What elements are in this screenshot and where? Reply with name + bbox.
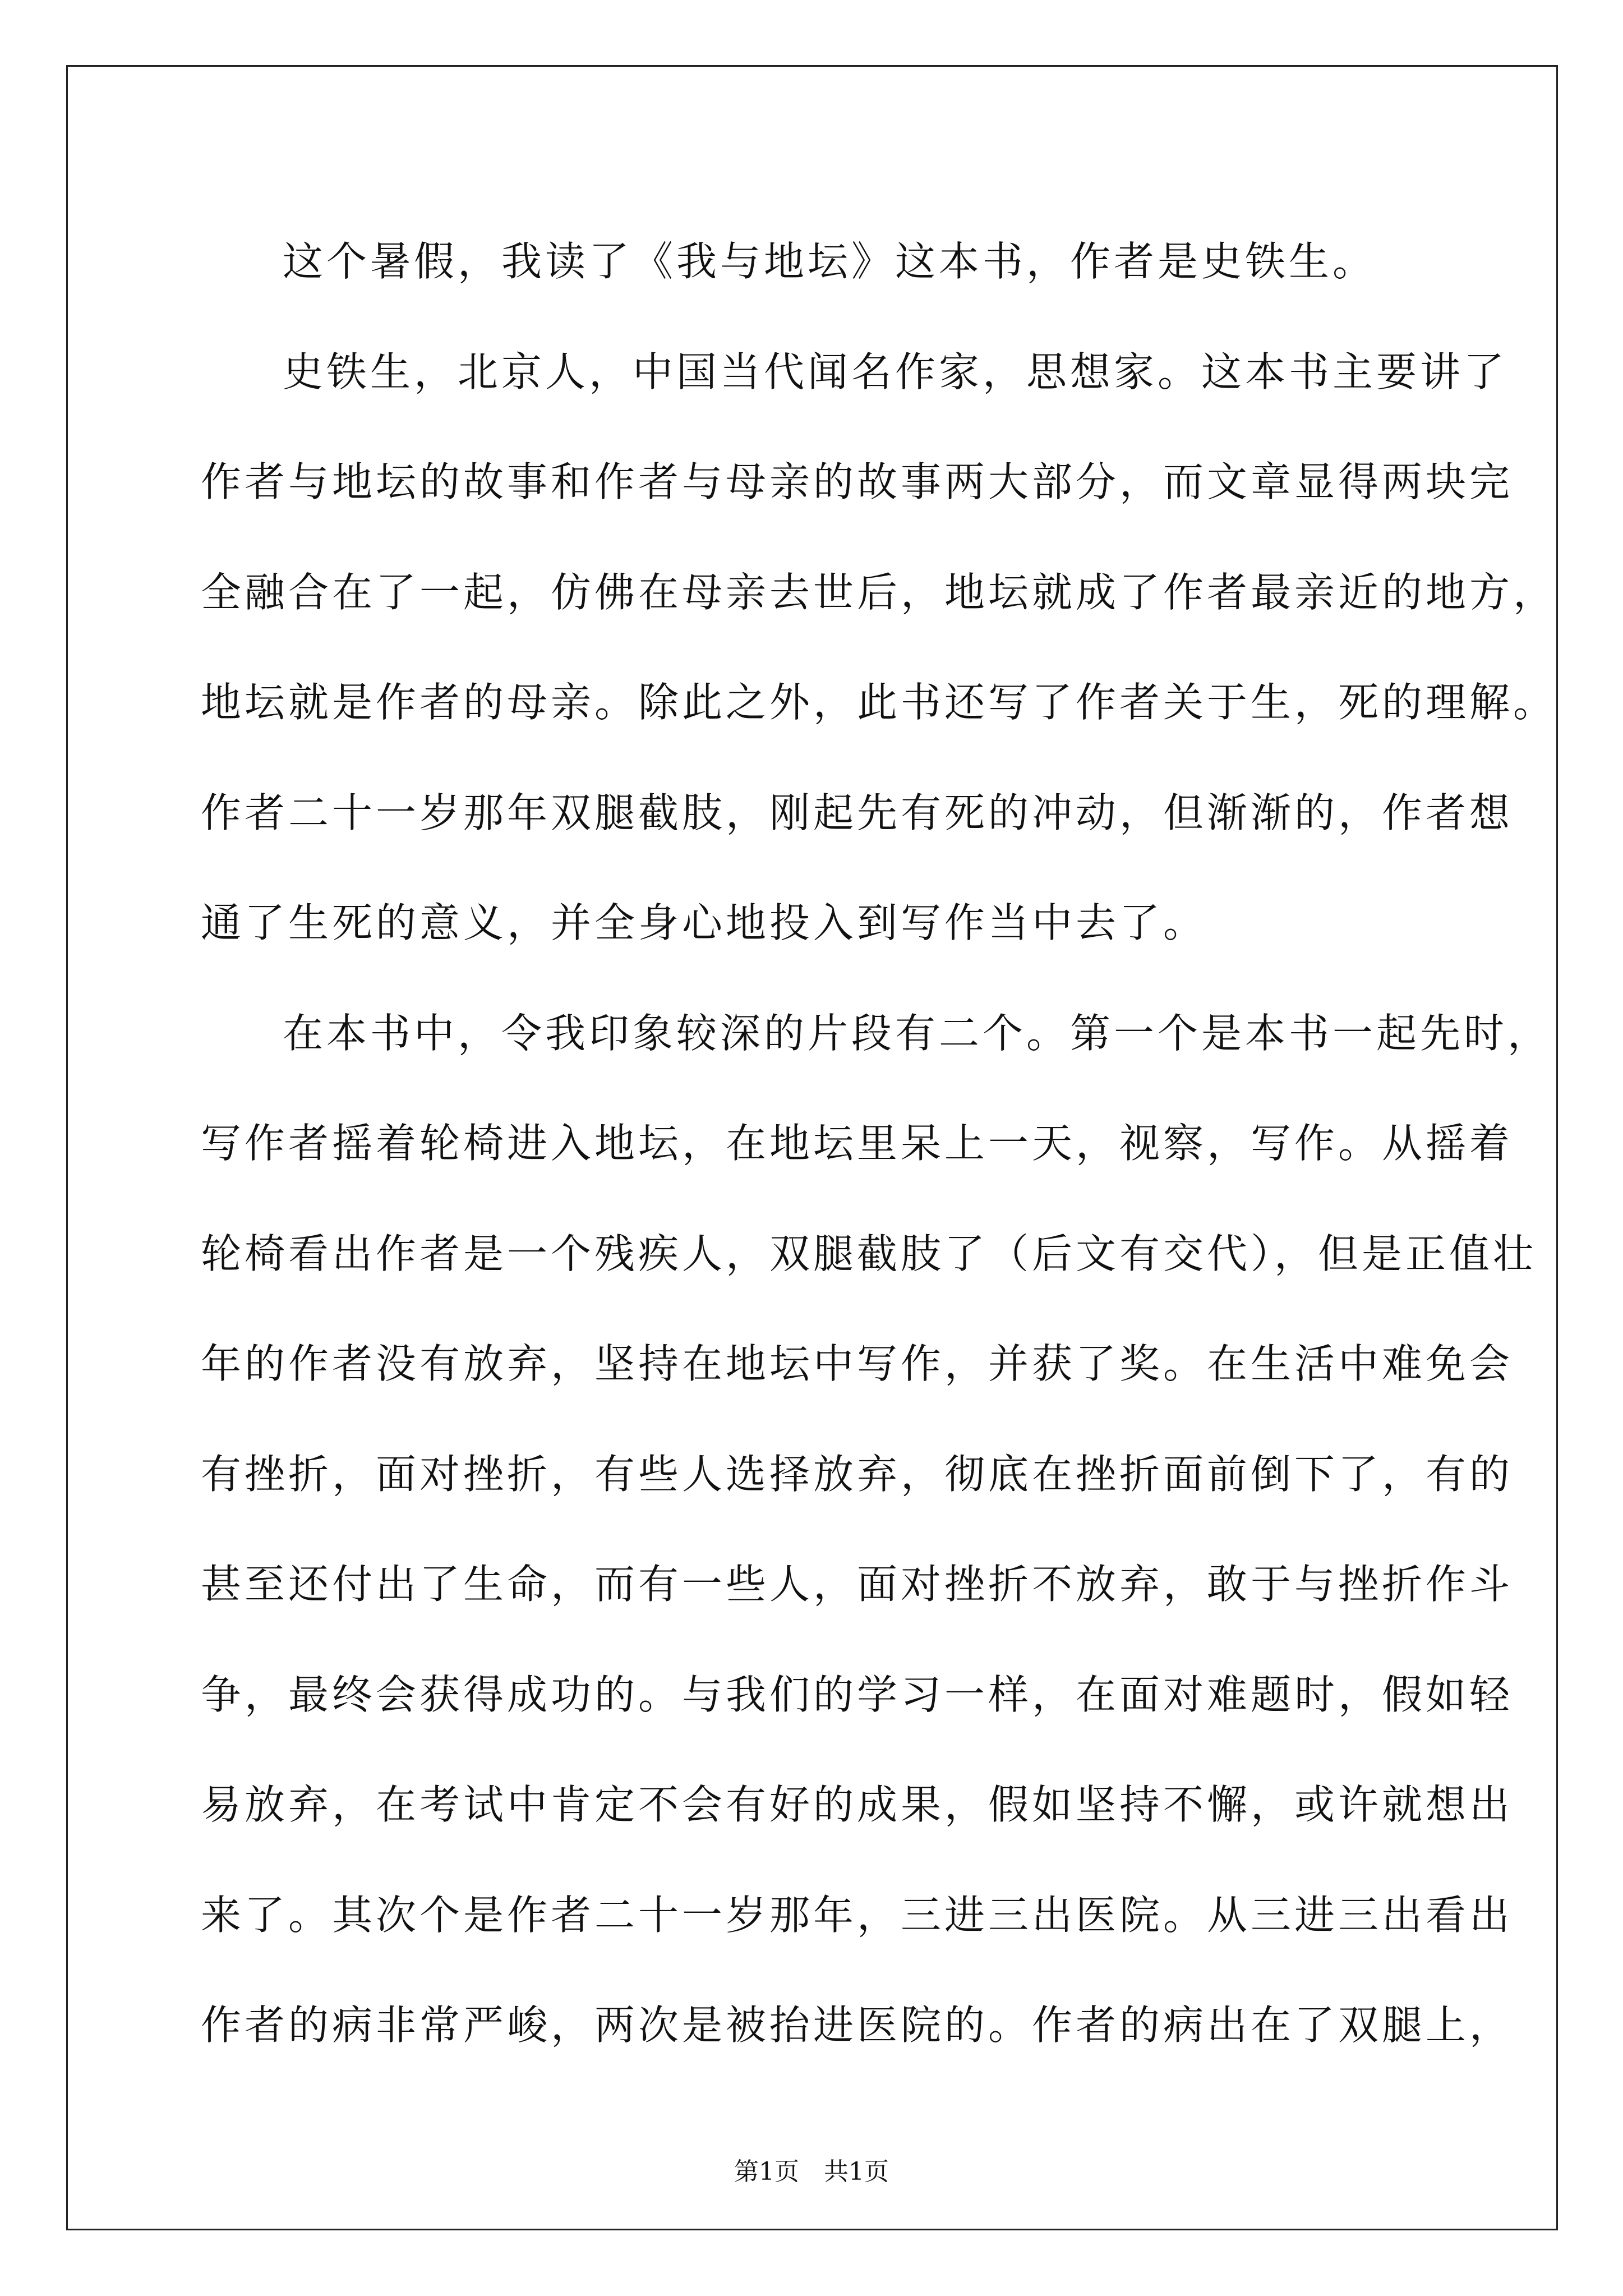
- page-footer: 第1页 共1页: [734, 2157, 889, 2186]
- text-line: 写作者摇着轮椅进入地坛，在地坛里呆上一天，视察，写作。从摇着: [201, 1120, 1514, 1167]
- text-line: 地坛就是作者的母亲。除此之外，此书还写了作者关于生，死的理解。: [201, 679, 1557, 726]
- text-line: 甚至还付出了生命，而有一些人，面对挫折不放弃，敢于与挫折作斗: [201, 1561, 1514, 1608]
- text-line: 在本书中，令我印象较深的片段有二个。第一个是本书一起先时，: [283, 1009, 1552, 1057]
- document-body: [201, 206, 1557, 2081]
- text-line: 易放弃，在考试中肯定不会有好的成果，假如坚持不懈，或许就想出: [201, 1781, 1514, 1828]
- text-line: 年的作者没有放弃，坚持在地坛中写作，并获了奖。在生活中难免会: [201, 1340, 1514, 1387]
- text-line: 这个暑假，我读了《我与地坛》这本书，作者是史铁生。: [283, 238, 1377, 285]
- text-line: 来了。其次个是作者二十一岁那年，三进三出医院。从三进三出看出: [201, 1891, 1514, 1939]
- text-line: 有挫折，面对挫折，有些人选择放弃，彻底在挫折面前倒下了，有的: [201, 1450, 1514, 1498]
- text-line: 作者的病非常严峻，两次是被抬进医院的。作者的病出在了双腿上，: [201, 2001, 1514, 2049]
- text-line: 通了生死的意义，并全身心地投入到写作当中去了。: [201, 899, 1207, 946]
- text-line: 作者二十一岁那年双腿截肢，刚起先有死的冲动，但渐渐的，作者想: [201, 789, 1514, 836]
- text-line: 争，最终会获得成功的。与我们的学习一样，在面对难题时，假如轻: [201, 1671, 1514, 1718]
- text-line: 轮椅看出作者是一个残疾人，双腿截肢了（后文有交代），但是正值壮: [201, 1230, 1537, 1277]
- text-line: 全融合在了一起，仿佛在母亲去世后，地坛就成了作者最亲近的地方，: [201, 568, 1557, 616]
- text-line: 史铁生，北京人，中国当代闻名作家，思想家。这本书主要讲了: [283, 348, 1508, 395]
- text-line: 作者与地坛的故事和作者与母亲的故事两大部分，而文章显得两块完: [201, 458, 1514, 505]
